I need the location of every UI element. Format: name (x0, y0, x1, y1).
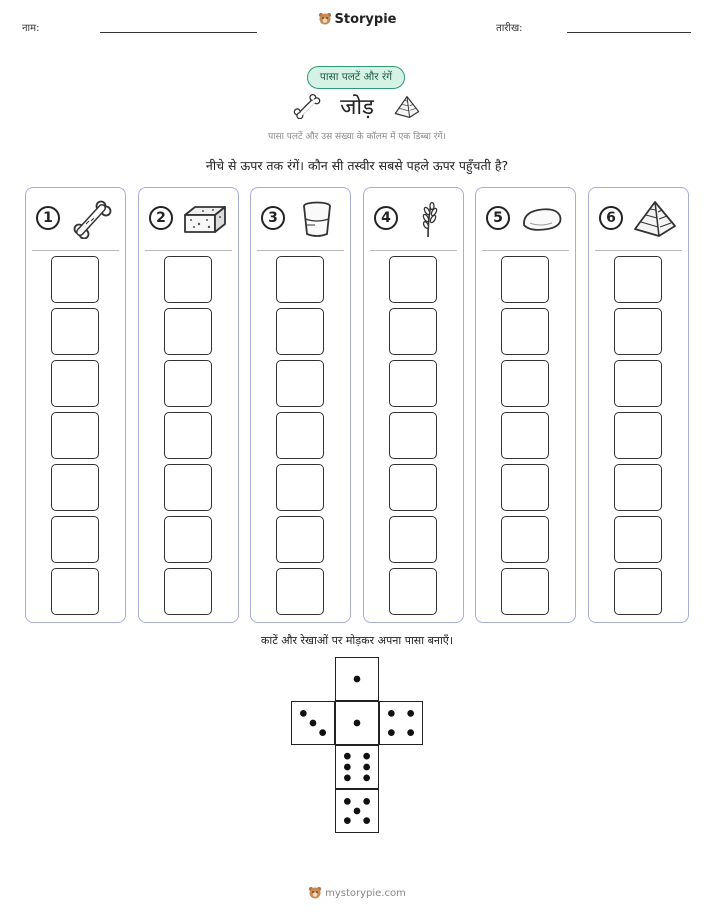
die-face-top (335, 657, 379, 701)
color-box[interactable] (614, 568, 662, 615)
die-pip (363, 775, 370, 782)
column-number: 3 (261, 206, 285, 230)
color-box[interactable] (51, 464, 99, 511)
column-6 (588, 187, 689, 623)
column-3 (250, 187, 351, 623)
die-pip (407, 729, 414, 736)
color-box[interactable] (614, 412, 662, 459)
color-box[interactable] (51, 516, 99, 563)
page-title: जोड़ (340, 95, 374, 120)
column-number: 5 (486, 206, 510, 230)
page-subtitle: पासा पलटें और उस संख्या के कॉलम में एक डिब्बा रंगें। (268, 132, 446, 142)
color-box[interactable] (51, 568, 99, 615)
die-face-below-2 (335, 789, 379, 833)
wheat-icon (406, 199, 454, 239)
color-box[interactable] (501, 256, 549, 303)
color-box[interactable] (614, 256, 662, 303)
color-box[interactable] (501, 568, 549, 615)
color-box[interactable] (164, 256, 212, 303)
brand-name: Storypie (334, 12, 397, 27)
name-label: नाम: (22, 23, 40, 34)
bear-icon (318, 12, 332, 26)
column-divider (370, 250, 457, 251)
color-box[interactable] (614, 308, 662, 355)
column-number: 1 (36, 206, 60, 230)
color-box[interactable] (389, 412, 437, 459)
column-1 (25, 187, 126, 623)
color-box[interactable] (389, 568, 437, 615)
die-instruction: काटें और रेखाओं पर मोड़कर अपना पासा बनाएँ। (260, 634, 454, 647)
die-pip (300, 710, 307, 717)
color-box[interactable] (164, 412, 212, 459)
color-box[interactable] (164, 308, 212, 355)
color-box[interactable] (164, 360, 212, 407)
die-face-below-1 (335, 745, 379, 789)
cup-icon (293, 199, 341, 239)
die-pip (354, 808, 361, 815)
question-text: नीचे से ऊपर तक रंगें। कौन सी तस्वीर सबसे पहले ऊपर पहुँचती है? (205, 158, 509, 173)
color-box[interactable] (276, 464, 324, 511)
date-label: तारीख: (496, 23, 523, 34)
column-divider (257, 250, 344, 251)
color-box[interactable] (51, 360, 99, 407)
die-pip (388, 729, 395, 736)
color-box[interactable] (164, 568, 212, 615)
color-box[interactable] (51, 308, 99, 355)
pyramid-icon (390, 94, 424, 120)
color-box[interactable] (501, 516, 549, 563)
die-face-left (291, 701, 335, 745)
column-4 (363, 187, 464, 623)
bear-icon (308, 886, 322, 900)
die-face-right (379, 701, 423, 745)
color-box[interactable] (614, 516, 662, 563)
color-box[interactable] (51, 412, 99, 459)
color-box[interactable] (164, 516, 212, 563)
die-pip (407, 710, 414, 717)
bone-icon (68, 199, 116, 239)
color-box[interactable] (276, 412, 324, 459)
sponge-icon (181, 199, 229, 239)
color-box[interactable] (614, 464, 662, 511)
pyramid-icon (631, 199, 679, 239)
die-pip (319, 729, 326, 736)
name-line[interactable] (100, 32, 257, 33)
die-pip (363, 764, 370, 771)
die-face-center (335, 701, 379, 745)
die-pip (310, 720, 317, 727)
color-box[interactable] (276, 256, 324, 303)
die-pip (344, 817, 351, 824)
die-pip (344, 753, 351, 760)
color-box[interactable] (501, 360, 549, 407)
color-box[interactable] (389, 360, 437, 407)
color-box[interactable] (501, 412, 549, 459)
color-box[interactable] (389, 256, 437, 303)
column-number: 4 (374, 206, 398, 230)
color-box[interactable] (389, 308, 437, 355)
brand-logo (0, 12, 714, 27)
date-line[interactable] (567, 32, 691, 33)
color-box[interactable] (276, 308, 324, 355)
die-pip (363, 798, 370, 805)
die-pip (363, 817, 370, 824)
die-pip (363, 753, 370, 760)
footer (0, 886, 714, 900)
color-box[interactable] (389, 464, 437, 511)
column-5 (475, 187, 576, 623)
color-box[interactable] (51, 256, 99, 303)
color-box[interactable] (389, 516, 437, 563)
color-box[interactable] (276, 516, 324, 563)
column-divider (145, 250, 232, 251)
footer-url: mystorypie.com (325, 888, 406, 899)
die-pip (388, 710, 395, 717)
column-number: 2 (149, 206, 173, 230)
die-pip (344, 764, 351, 771)
die-pip (354, 676, 361, 683)
color-box[interactable] (276, 360, 324, 407)
column-divider (595, 250, 682, 251)
color-box[interactable] (164, 464, 212, 511)
color-box[interactable] (501, 308, 549, 355)
stone-icon (518, 199, 566, 239)
color-box[interactable] (276, 568, 324, 615)
column-2 (138, 187, 239, 623)
column-divider (32, 250, 119, 251)
color-box[interactable] (501, 464, 549, 511)
activity-badge: पासा पलटें और रंगें (307, 66, 405, 89)
die-pip (344, 775, 351, 782)
column-number: 6 (599, 206, 623, 230)
die-pip (354, 720, 361, 727)
column-divider (482, 250, 569, 251)
color-box[interactable] (614, 360, 662, 407)
die-pip (344, 798, 351, 805)
